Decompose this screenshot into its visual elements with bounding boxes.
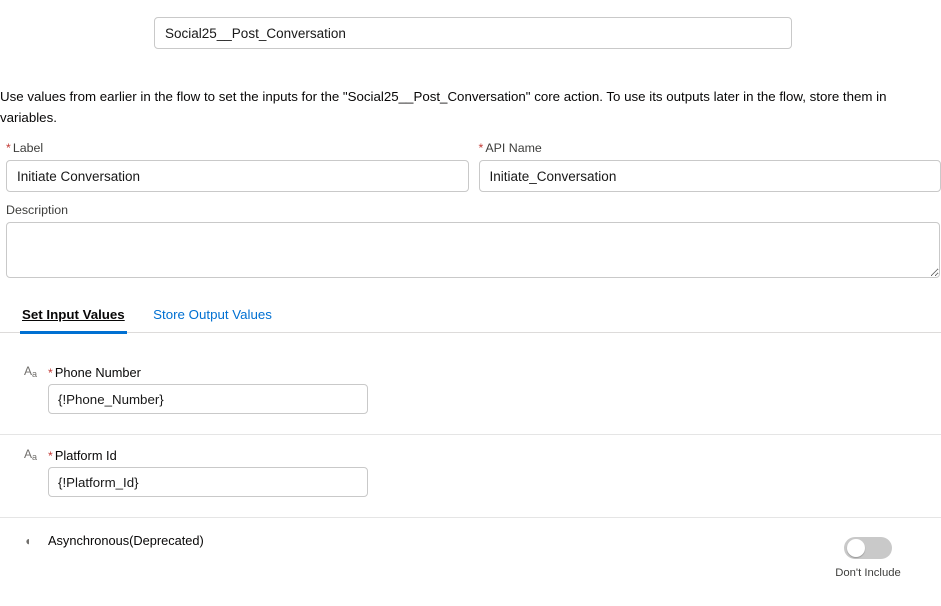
api-name-field-label: [479, 140, 941, 156]
input-row-asynchronous: [0, 518, 941, 588]
toggle-knob: [847, 539, 865, 557]
description-textarea[interactable]: [6, 222, 940, 278]
label-field-label: [6, 140, 469, 156]
tab-set-input-values[interactable]: Set Input Values: [10, 300, 137, 333]
input-row-field-wrap: [0, 376, 941, 414]
input-row-label-text: Platform Id: [54, 447, 117, 463]
input-row-field-wrap: [0, 459, 941, 497]
toggle-row-label: Asynchronous(Deprecated): [48, 533, 204, 548]
asynchronous-toggle[interactable]: [844, 537, 892, 559]
input-row-label-text: Phone Number: [54, 364, 141, 380]
toggle-row-header: [0, 518, 941, 548]
platform-id-input[interactable]: [48, 467, 368, 497]
helper-text: Use values from earlier in the flow to set the inputs for the "Social25__Post_Conversation" core action. To use its outputs later in the flow, store them in variables.: [0, 89, 887, 125]
api-name-field-group: [479, 140, 941, 192]
action-name-row: [154, 17, 792, 49]
toggle-state-caption: Don't Include: [835, 567, 901, 579]
phone-number-input[interactable]: [48, 384, 368, 414]
required-indicator: *: [48, 448, 53, 463]
api-name-input[interactable]: [479, 160, 941, 192]
label-field-group: [6, 140, 469, 192]
text-type-icon: Aa: [24, 364, 38, 379]
required-indicator: *: [478, 141, 484, 155]
tab-bar: [0, 300, 941, 333]
description-field-label: Description: [6, 203, 68, 217]
label-field-label-text: Label: [12, 141, 44, 155]
input-row-header: [0, 435, 941, 463]
input-row-platform-id: [0, 435, 941, 518]
text-type-icon: Aa: [24, 447, 38, 462]
input-row-label: [48, 365, 141, 381]
description-field-group: [6, 202, 941, 283]
input-row-header: [0, 352, 941, 380]
required-indicator: *: [6, 141, 11, 155]
tab-store-output-values[interactable]: Store Output Values: [153, 307, 272, 322]
boolean-type-icon: ◖: [24, 534, 32, 548]
action-name-input[interactable]: [154, 17, 792, 49]
required-indicator: *: [48, 365, 53, 380]
label-input[interactable]: [6, 160, 469, 192]
input-row-phone-number: [0, 352, 941, 435]
api-name-field-label-text: API Name: [485, 141, 542, 155]
toggle-control-area: [813, 537, 923, 579]
input-row-label: [48, 448, 117, 464]
label-api-row: [6, 140, 941, 192]
